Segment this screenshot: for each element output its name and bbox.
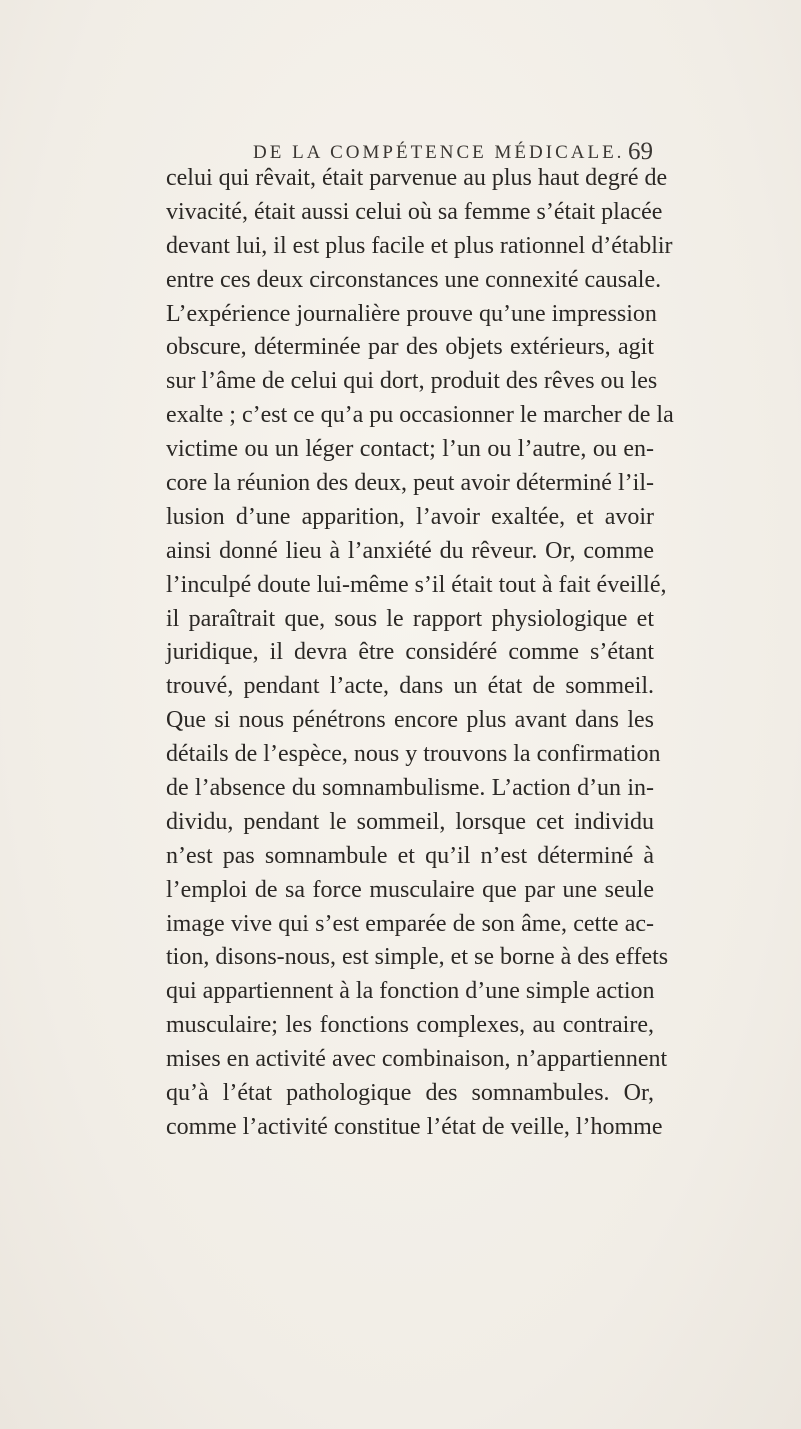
text-line: L’expérience journalière prouve qu’une impression [166,300,657,327]
text-line: l’emploi de sa force musculaire que par une seule [166,876,654,903]
text-line: core la réunion des deux, peut avoir déterminé l’il- [166,470,654,497]
text-line: mises en activité avec combinaison, n’appartiennent [166,1046,668,1073]
text-line: ainsi donné lieu à l’anxiété du rêveur. Or, comme [166,537,654,564]
text-line: il paraîtrait que, sous le rapport physiologique et [166,605,654,632]
text-line: image vive qui s’est emparée de son âme, cette ac- [166,910,654,937]
running-title: DE LA COMPÉTENCE MÉDICALE. [253,142,625,163]
body-text [166,162,674,1145]
text-line: celui qui rêvait, était parvenue au plus haut degré de [166,165,668,191]
page-number: 69 [628,138,653,165]
text-line: exalte ; c’est ce qu’a pu occasionner le marcher de la [166,402,674,429]
text-line: vivacité, était aussi celui où sa femme s’était placée [166,198,663,225]
text-line: sur l’âme de celui qui dort, produit des rêves ou les [166,368,658,395]
text-line: l’inculpé doute lui-même s’il était tout à fait éveillé, [166,571,667,598]
text-line: comme l’activité constitue l’état de veille, l’homme [166,1113,663,1140]
text-line: victime ou un léger contact; l’un ou l’autre, ou en- [166,436,654,463]
text-line: détails de l’espèce, nous y trouvons la confirmation [166,741,661,768]
text-line: musculaire; les fonctions complexes, au contraire, [166,1012,654,1039]
text-line: Que si nous pénétrons encore plus avant dans les [166,707,654,734]
text-line: trouvé, pendant l’acte, dans un état de sommeil. [166,673,654,700]
text-line: qu’à l’état pathologique des somnambules. Or, [166,1080,654,1107]
text-line: tion, disons-nous, est simple, et se borne à des effets [166,944,669,971]
text-line: obscure, déterminée par des objets extérieurs, agit [166,334,654,361]
text-line: qui appartiennent à la fonction d’une simple action [166,978,655,1005]
text-line: lusion d’une apparition, l’avoir exaltée, et avoir [166,503,654,530]
text-line: n’est pas somnambule et qu’il n’est déterminé à [166,842,654,869]
text-line: devant lui, il est plus facile et plus rationnel d’établir [166,232,673,259]
text-line: entre ces deux circonstances une connexité causale. [166,266,662,293]
text-line: juridique, il devra être considéré comme s’étant [166,639,654,666]
text-line: dividu, pendant le sommeil, lorsque cet individu [166,808,654,835]
text-line: de l’absence du somnambulisme. L’action d’un in- [166,775,654,802]
